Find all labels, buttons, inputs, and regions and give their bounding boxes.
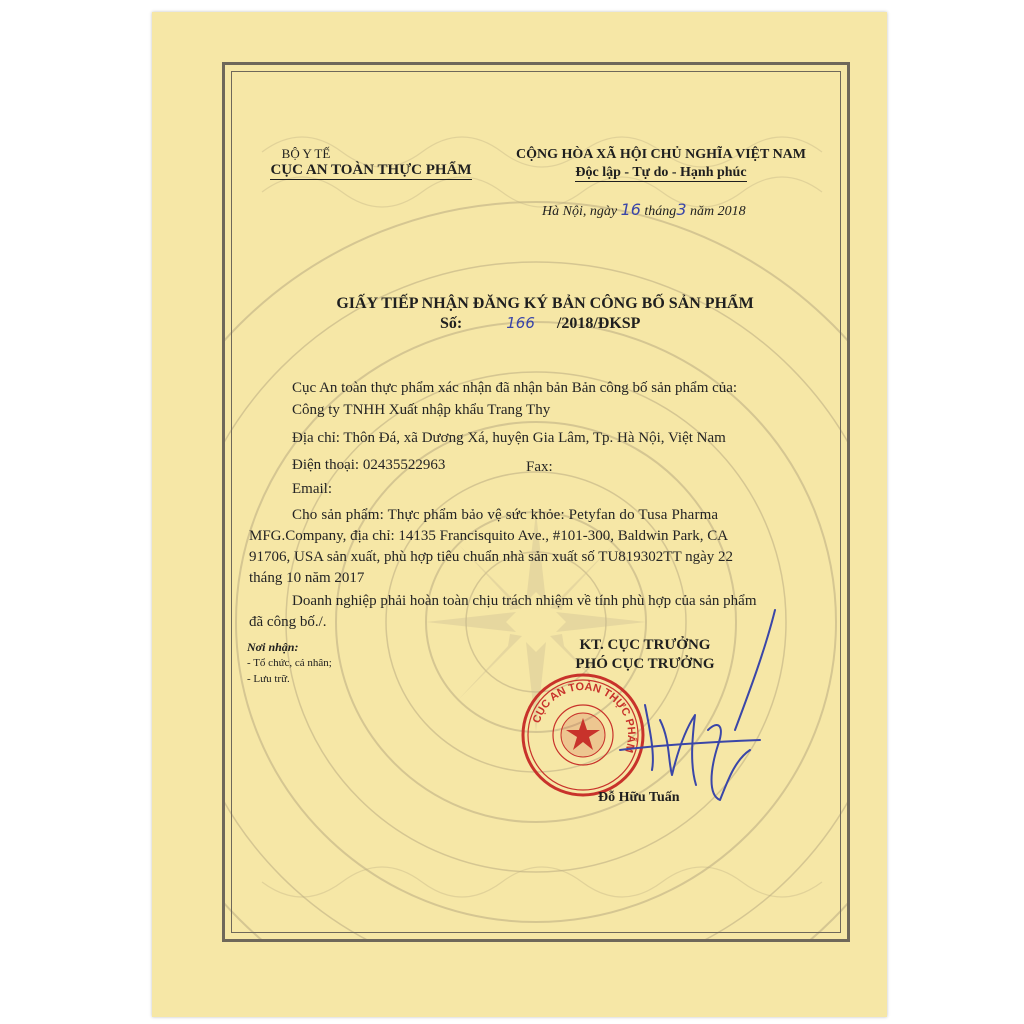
intro-text: Cục An toàn thực phẩm xác nhận đã nhận bản Bản công bố sản phẩm của: bbox=[292, 380, 738, 396]
date-day-handwritten: 16 bbox=[620, 200, 641, 219]
signer-role-2: PHÓ CỤC TRƯỞNG bbox=[575, 656, 715, 672]
ministry-name: BỘ Y TẾ bbox=[281, 146, 331, 161]
responsibility-line-2: đã công bố./. bbox=[249, 614, 327, 630]
product-line-4: tháng 10 năm 2017 bbox=[249, 570, 365, 586]
recipient-item: - Lưu trữ. bbox=[247, 673, 290, 685]
republic-name: CỘNG HÒA XÃ HỘI CHỦ NGHĨA VIỆT NAM bbox=[515, 147, 806, 162]
national-motto: Độc lập - Tự do - Hạnh phúc bbox=[575, 165, 747, 180]
svg-text:CỤC AN TOÀN THỰC PHẨM: CỤC AN TOÀN THỰC PHẨM bbox=[530, 680, 638, 755]
product-line-3: 91706, USA sản xuất, phù hợp tiêu chuẩn nhà sản xuất số TU819302TT ngày 22 bbox=[249, 549, 733, 565]
document-border-inner bbox=[231, 71, 841, 933]
responsibility-line-1: Doanh nghiệp phải hoàn toàn chịu trách nhiệm về tính phù hợp của sản phẩm bbox=[292, 593, 757, 609]
recipient-item: - Tổ chức, cá nhân; bbox=[247, 657, 332, 669]
document-number: Số: 166 /2018/ĐKSP bbox=[440, 314, 641, 332]
company-name: Công ty TNHH Xuất nhập khẩu Trang Thy bbox=[292, 402, 551, 418]
official-seal-stamp bbox=[518, 670, 648, 800]
signer-name: Đỗ Hữu Tuấn bbox=[598, 790, 680, 805]
product-line-1: Cho sản phẩm: Thực phẩm bảo vệ sức khỏe: Petyfan do Tusa Pharma bbox=[292, 507, 719, 523]
document-number-handwritten: 166 bbox=[506, 314, 535, 332]
company-email: Email: bbox=[292, 481, 332, 497]
product-line-2: MFG.Company, địa chỉ: 14135 Francisquito Ave., #101-300, Baldwin Park, CA bbox=[249, 528, 729, 544]
date-month-handwritten: 3 bbox=[676, 200, 687, 219]
company-address: Địa chỉ: Thôn Đá, xã Dương Xá, huyện Gia Lâm, Tp. Hà Nội, Việt Nam bbox=[292, 430, 726, 446]
issue-date: Hà Nội, ngày 16 tháng3 năm 2018 bbox=[542, 200, 746, 219]
company-phone: Điện thoại: 02435522963 bbox=[292, 457, 446, 473]
department-name: CỤC AN TOÀN THỰC PHẨM bbox=[270, 162, 472, 178]
document-title: GIẤY TIẾP NHẬN ĐĂNG KÝ BẢN CÔNG BỐ SẢN PHẨM bbox=[336, 295, 754, 312]
recipients-label: Nơi nhận: bbox=[247, 640, 299, 654]
company-fax: Fax: bbox=[526, 459, 553, 475]
signer-role-1: KT. CỤC TRƯỞNG bbox=[579, 637, 711, 653]
